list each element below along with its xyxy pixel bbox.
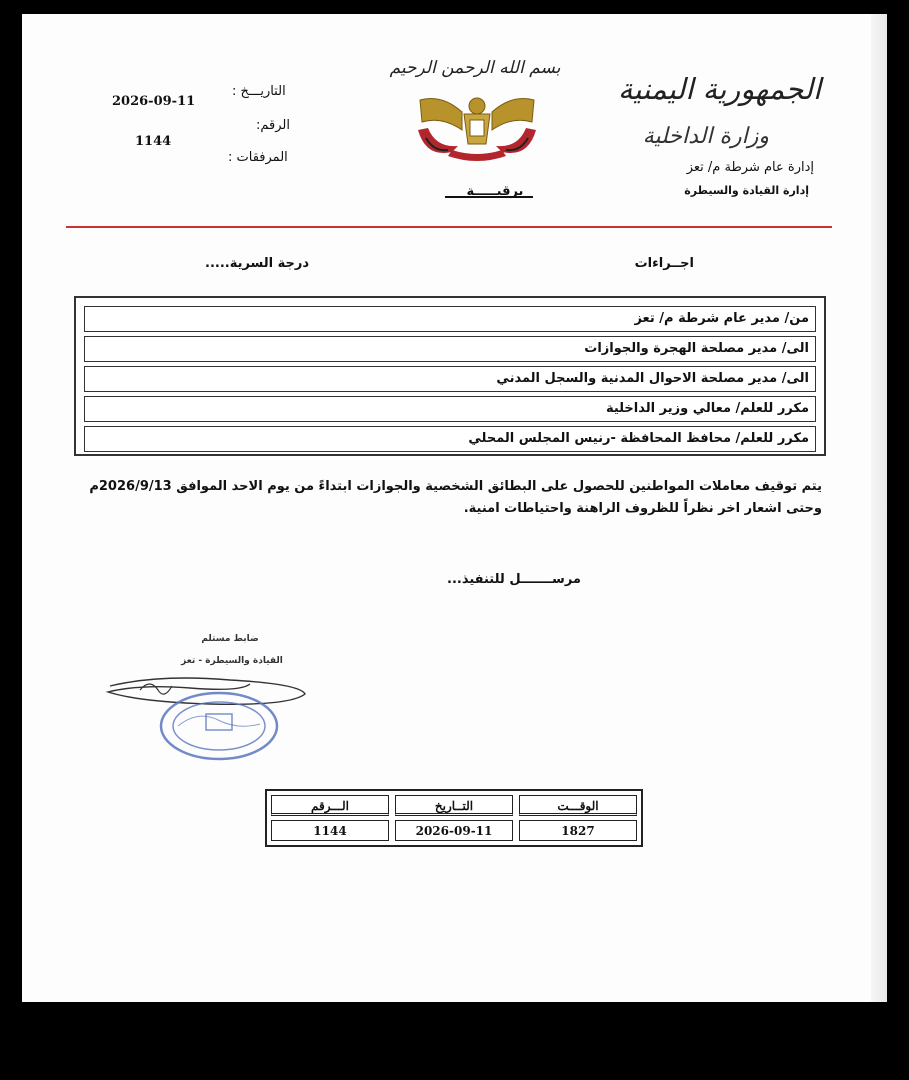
attachments-label: المرفقات : bbox=[228, 150, 288, 165]
header-number: الـــرقم bbox=[271, 795, 389, 816]
basmala: بسم الله الرحمن الرحيم bbox=[389, 58, 561, 78]
cell-time: 1827 bbox=[519, 820, 637, 841]
addressee-cc-minister: مكرر للعلم/ معالي وزير الداخلية bbox=[84, 396, 816, 422]
cell-number: 1144 bbox=[271, 820, 389, 841]
dispatch-info-table bbox=[265, 789, 643, 847]
telegram-underline bbox=[445, 196, 533, 198]
cell-date: 2026-09-11 bbox=[395, 820, 513, 841]
addressee-to-civil-status: الى/ مدير مصلحة الاحوال المدنية والسجل المدني bbox=[84, 366, 816, 392]
header-date: التــاريخ bbox=[395, 795, 513, 816]
date-value: 2026-09-11 bbox=[112, 94, 196, 109]
addressee-table bbox=[74, 296, 826, 456]
sent-for-execution: مرســـــــل للتنفيذ... bbox=[447, 572, 581, 587]
official-stamp bbox=[158, 690, 280, 762]
body-line-1: يتم توقيف معاملات المواطنين للحصول على البطائق الشخصية والجوازات ابتداءً من يوم الاحد الموافق 2026/9/13م bbox=[89, 479, 822, 494]
number-label: الرقم: bbox=[256, 118, 290, 133]
body-text bbox=[89, 476, 822, 520]
number-value: 1144 bbox=[135, 134, 172, 149]
republic-title: الجمهورية اليمنية bbox=[617, 72, 821, 106]
addressee-to-immigration: الى/ مدير مصلحة الهجرة والجوازات bbox=[84, 336, 816, 362]
department-line-1: إدارة عام شرطة م/ تعز bbox=[686, 160, 814, 175]
department-line-2: إدارة القيادة والسيطرة bbox=[684, 184, 809, 197]
date-label: التاريـــخ : bbox=[232, 84, 286, 99]
body-line-2: وحتى اشعار اخر نظراً للظروف الراهنة واحتياطات امنية. bbox=[463, 501, 822, 516]
telegram-label: برقيـــــة bbox=[466, 184, 524, 199]
yemen-eagle-emblem-icon bbox=[412, 90, 542, 168]
procedures-label: اجــراءات bbox=[634, 256, 694, 271]
header-time: الوقـــت bbox=[519, 795, 637, 816]
header-divider bbox=[66, 226, 832, 228]
addressee-from: من/ مدير عام شرطة م/ تعز bbox=[84, 306, 816, 332]
page-edge bbox=[871, 14, 887, 1002]
officer-unit: القيادة والسيطرة - تعز bbox=[181, 656, 283, 666]
secrecy-label: درجة السرية..... bbox=[205, 256, 310, 271]
addressee-cc-governor: مكرر للعلم/ محافظ المحافظة -رنيس المجلس المحلي bbox=[84, 426, 816, 452]
ministry-title: وزارة الداخلية bbox=[642, 124, 769, 149]
officer-title: ضابط مستلم bbox=[201, 634, 259, 644]
